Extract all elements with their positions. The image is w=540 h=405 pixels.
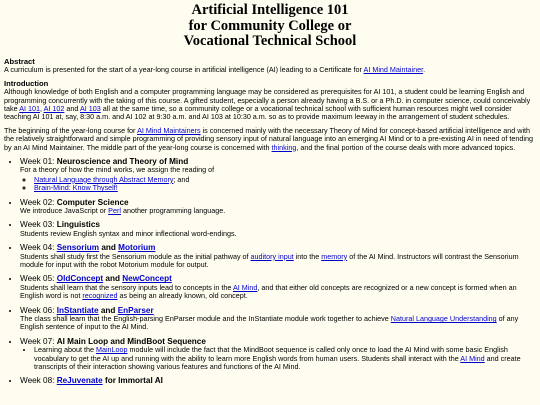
instantiate-link[interactable]: InStantiate bbox=[56, 305, 99, 315]
course-overview-text: The beginning of the year-long course for AI Mind Maintainers is concerned mainly with the necessary Theory of Mind for concept-based artificial intelligence and with the relatively straightforward and simple programming of providing sensory input of natural language into an emerging AI Mind or to a pre-existing AI in need of tending by an AI Mind Maintainer. The middle part of the year-long course is concerned with thinking, and the final portion of the course deals with more advanced topics. bbox=[4, 125, 533, 152]
title-line-2: for Community College or bbox=[188, 17, 352, 34]
week-05: • Week 05: OldConcept and NewConcept Students shall learn that the sensory inputs lead to concepts in the AI Mind, and that either old concepts are recognized or a new concept is formed when an English word is not recognized as being an already known, old concept. bbox=[20, 274, 536, 300]
ai-103-link[interactable]: AI 103 bbox=[79, 103, 101, 113]
week-06: • Week 06: InStantiate and EnParser The class shall learn that the English-parsing EnParser module and the InStantiate module work together to achieve Natural Language Understanding of any English sentence of input to the AI Mind. bbox=[20, 306, 536, 332]
week-01-title: Neuroscience and Theory of Mind bbox=[56, 156, 189, 166]
newconcept-link[interactable]: NewConcept bbox=[122, 274, 172, 284]
week-04: • Week 04: Sensorium and Motorium Students shall study first the Sensorium module as the initial pathway of auditory input into the memory of the AI Mind. Instructors will contrast the Sensorium module for input with the robot Motorium module for output. bbox=[20, 243, 536, 269]
abstract-text: A curriculum is presented for the start of a year-long course in artificial intelligence (AI) leading to a Certificate for AI Mind Maintainer. bbox=[4, 65, 426, 75]
week-08: • Week 08: ReJuvenate for Immortal AI bbox=[20, 376, 536, 385]
ai-102-link[interactable]: AI 102 bbox=[43, 103, 65, 113]
title-line-3: Vocational Technical School bbox=[183, 33, 357, 49]
week-list bbox=[4, 157, 536, 386]
week-02: • Week 02: Computer Science We introduce JavaScript or Perl another programming language. bbox=[20, 198, 536, 216]
natural-language-link[interactable]: Natural Language through Abstract Memory bbox=[34, 174, 174, 184]
week-07-title: AI Main Loop and MindBoot Sequence bbox=[56, 336, 206, 346]
list-item bbox=[34, 184, 536, 192]
week-02-title: Computer Science bbox=[56, 197, 129, 207]
enparser-link[interactable]: EnParser bbox=[117, 305, 154, 315]
motorium-link[interactable]: Motorium bbox=[118, 243, 156, 253]
abstract-heading: Abstract bbox=[4, 56, 35, 66]
recognized-link[interactable]: recognized bbox=[82, 291, 118, 301]
ai-mind-maintainer-link[interactable]: AI Mind Maintainer bbox=[363, 65, 424, 75]
week-01: • Week 01: Neuroscience and Theory of Mind For a theory of how the mind works, we assign the reading of ◦ Natural Language through Abstract Memory; and ◦ Brain-Mind: Know Thyself! bbox=[20, 157, 536, 193]
nlu-link[interactable]: Natural Language Understanding bbox=[390, 314, 497, 324]
memory-link[interactable]: memory bbox=[321, 251, 348, 261]
week-03: • Week 03: Linguistics Students review English syntax and minor inflectional word-endings. bbox=[20, 220, 536, 238]
ai-mind-link-2[interactable]: AI Mind bbox=[460, 353, 485, 363]
introduction-text: Although knowledge of both English and a computer programming language may be considered as prerequisites for AI 101, a student could be learning English and programming concurrently with the taking of this course. A gifted student, especially a person already having a B.S. or a Ph.D. in computer science, could conceivably take AI 101, AI 102 and AI 103 all at the same time, so a community college or a vocational technical school with sufficient human resources might well consider teaching AI 101 at, say, 8:30 a.m. and AI 102 at 9:30 a.m. and AI 103 at 10:30 a.m. so as to provide maximum leeway in the arrangement of student schedules. bbox=[4, 87, 531, 122]
list-item: • Learning about the MainLoop module will include the fact that the MindBoot sequence is called only once to load the AI Mind with some basic English vocabulary to get the AI up and running with the ability to learn more English words from human users. Students shall interact with the AI Mind and create transcripts of their interaction showing various features and functions of the AI Mind. bbox=[34, 346, 536, 371]
ai-mind-link[interactable]: AI Mind bbox=[232, 282, 258, 292]
perl-link[interactable]: Perl bbox=[108, 205, 121, 215]
page-title bbox=[4, 3, 536, 50]
week-01-readings bbox=[20, 176, 536, 193]
mainloop-link[interactable]: MainLoop bbox=[95, 345, 128, 355]
brain-mind-link[interactable]: Brain-Mind: Know Thyself! bbox=[34, 183, 118, 193]
title-line-1: Artificial Intelligence 101 bbox=[191, 2, 349, 18]
ai-mind-maintainers-link[interactable]: AI Mind Maintainers bbox=[137, 125, 201, 135]
thinking-link[interactable]: thinking bbox=[271, 142, 297, 152]
rejuvenate-link[interactable]: ReJuvenate bbox=[56, 376, 103, 386]
auditory-input-link[interactable]: auditory input bbox=[250, 251, 294, 261]
week-07: • Week 07: AI Main Loop and MindBoot Sequence • Learning about the MainLoop module will include the fact that the MindBoot sequence is called only once to load the AI Mind with some basic English vocabulary to get the AI up and running with the ability to learn more English words from human users. Students shall interact with the AI Mind and create transcripts of their interaction showing various features and functions of the AI Mind. bbox=[20, 337, 536, 372]
week-03-title: Linguistics bbox=[56, 220, 100, 230]
oldconcept-link[interactable]: OldConcept bbox=[56, 274, 104, 284]
introduction-heading: Introduction bbox=[4, 78, 49, 88]
list-item: ◦ Natural Language through Abstract Memory; and bbox=[34, 176, 536, 184]
sensorium-link[interactable]: Sensorium bbox=[56, 243, 100, 253]
ai-101-link[interactable]: AI 101 bbox=[19, 103, 40, 113]
